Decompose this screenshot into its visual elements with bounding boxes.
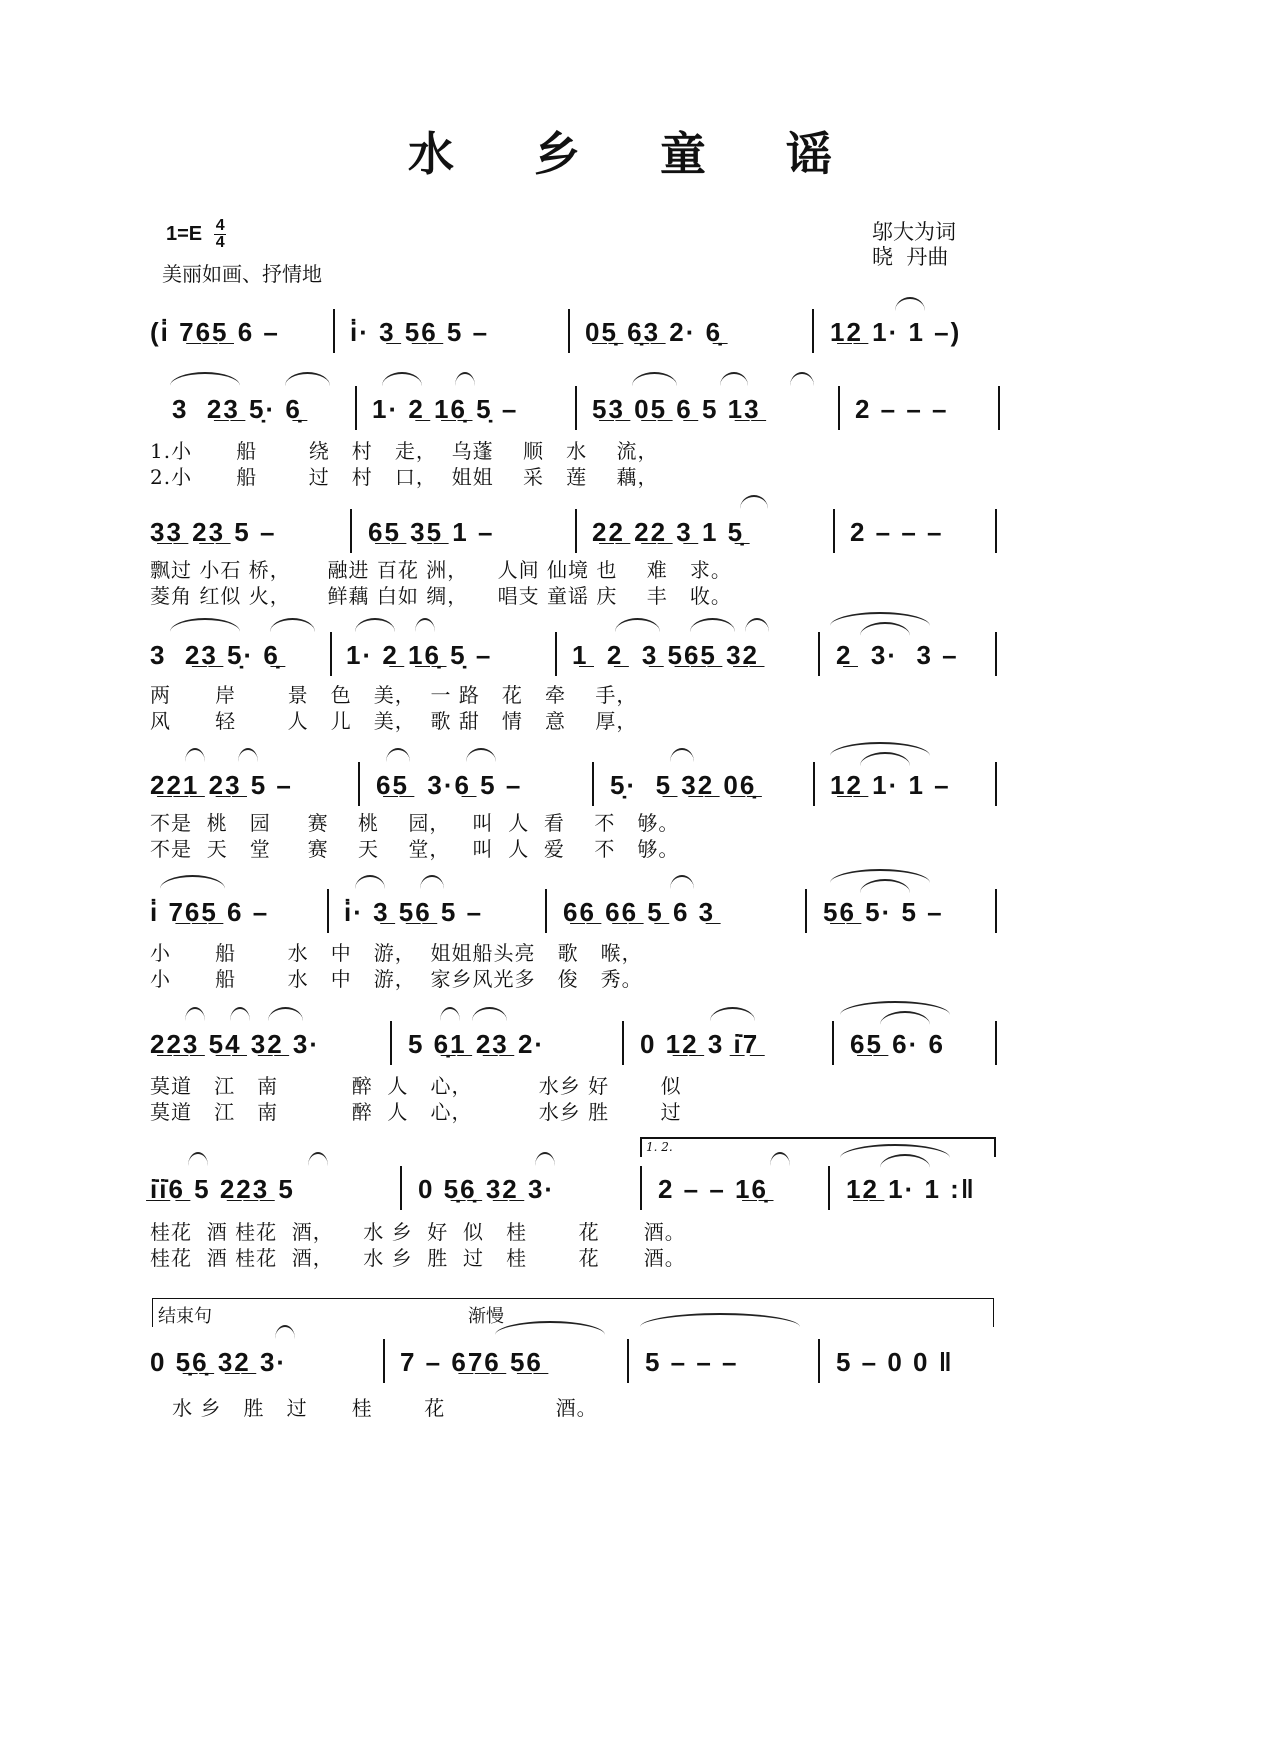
measure: 2 – – – bbox=[850, 516, 944, 547]
measure: 5̲3̲ 0̲5̲ 6̲ 5 1̲3̲ bbox=[592, 393, 761, 424]
barline bbox=[998, 386, 1000, 430]
measure: 2 – – 1̲6̲̣ bbox=[658, 1173, 768, 1204]
system-verse-a2 bbox=[150, 505, 1000, 559]
barline bbox=[828, 1166, 830, 1210]
lyric-line-1: 两 岸 景 色 美， 一 路 花 牵 手， bbox=[150, 683, 638, 707]
barline bbox=[995, 632, 997, 676]
lyric-line-2: 小 船 水 中 游， 家乡风光多 俊 秀。 bbox=[150, 967, 643, 991]
slur bbox=[308, 1152, 328, 1166]
time-signature bbox=[214, 218, 226, 251]
measure: 1̲ 2̲ 3̲ 5̲6̲5̲ 3̲2̲ bbox=[572, 639, 760, 670]
barline bbox=[350, 509, 352, 553]
measure: 2̲2̲ 2̲2̲ 3̲ 1 5̲̣ bbox=[592, 516, 745, 547]
slur bbox=[895, 297, 925, 311]
lyric-line-2: 2.小 船 过 村 口， 姐姐 采 莲 藕， bbox=[150, 465, 659, 489]
measure: 1̲2̲ 1· 1 –) bbox=[830, 316, 962, 347]
system-chorus-2 bbox=[150, 1017, 1000, 1071]
credits bbox=[872, 220, 956, 270]
key-label: 1=E bbox=[166, 223, 203, 245]
tempo-change: 渐慢 bbox=[468, 1306, 504, 1327]
time-top: 4 bbox=[215, 217, 225, 234]
measure: (i̇ 7̲6̲5̲ 6 – bbox=[150, 316, 280, 347]
barline bbox=[995, 762, 997, 806]
lyric-line-1: 莫道 江 南 醉 人 心， 水乡 好 似 bbox=[150, 1074, 682, 1098]
barline bbox=[812, 309, 814, 353]
barline bbox=[358, 762, 360, 806]
system-verse-a1 bbox=[150, 382, 1000, 436]
barline bbox=[640, 1166, 642, 1210]
measure: 7 – 6̲7̲6̲ 5̲6̲ bbox=[400, 1346, 543, 1377]
measure: 6̲6̲ 6̲6̲ 5̲ 6 3̲ bbox=[563, 896, 716, 927]
measure: 3 2̲3̲ 5̣· 6̲̣ bbox=[150, 639, 280, 670]
slur bbox=[740, 495, 768, 509]
measure: i̇ 7̲6̲5̲ 6 – bbox=[150, 896, 270, 927]
system-chorus-3 bbox=[150, 1162, 1000, 1216]
lyric-line-2: 桂花 酒 桂花 酒， 水 乡 胜 过 桂 花 酒。 bbox=[150, 1246, 686, 1270]
measure: 1̲2̲ 1· 1 – bbox=[830, 769, 951, 800]
coda-label: 结束句 bbox=[158, 1306, 212, 1327]
lyric-line-1: 飘过 小石 桥， 融进 百花 洲， 人间 仙境 也 难 求。 bbox=[150, 558, 732, 582]
measure: 3̲3̲ 2̲3̲ 5 – bbox=[150, 516, 277, 547]
measure: 1̲2̲ 1· 1 :‖ bbox=[846, 1173, 976, 1204]
barline bbox=[575, 386, 577, 430]
lyricist: 邬大为词 bbox=[872, 220, 956, 244]
measure: 0 1̲2̲ 3 i̲̇7̲ bbox=[640, 1028, 760, 1059]
barline bbox=[400, 1166, 402, 1210]
lyric-line-2: 不是 天 堂 赛 天 堂， 叫 人 爱 不 够。 bbox=[150, 837, 680, 861]
lyric-line-1: 水 乡 胜 过 桂 花 酒。 bbox=[150, 1396, 598, 1420]
measure: 0 5̲̣6̲̣ 3̲2̲ 3· bbox=[418, 1173, 556, 1204]
time-bottom: 4 bbox=[215, 234, 225, 251]
lyric-line-2: 菱角 红似 火， 鲜藕 白如 绸， 唱支 童谣 庆 丰 收。 bbox=[150, 584, 732, 608]
lyric-line-2: 风 轻 人 儿 美， 歌 甜 情 意 厚， bbox=[150, 709, 638, 733]
barline bbox=[330, 632, 332, 676]
lyric-line-1: 桂花 酒 桂花 酒， 水 乡 好 似 桂 花 酒。 bbox=[150, 1220, 686, 1244]
measure: 2̲2̲1̲ 2̲3̲ 5 – bbox=[150, 769, 293, 800]
barline bbox=[627, 1339, 629, 1383]
measure: i̇· 3̲ 5̲6̲ 5 – bbox=[350, 316, 490, 347]
score-title: 水 乡 童 谣 bbox=[407, 127, 865, 181]
barline bbox=[568, 309, 570, 353]
lyric-line-1: 小 船 水 中 游， 姐姐船头亮 歌 喉， bbox=[150, 941, 643, 965]
barline bbox=[333, 309, 335, 353]
system-intro bbox=[150, 305, 1000, 359]
barline bbox=[995, 889, 997, 933]
barline bbox=[622, 1021, 624, 1065]
measure: 5̲6̲ 5· 5 – bbox=[823, 896, 944, 927]
barline bbox=[555, 632, 557, 676]
measure: i̇· 3̲ 5̲6̲ 5 – bbox=[344, 896, 484, 927]
measure: 1· 2̲ 1̲6̲̣ 5̣ – bbox=[372, 393, 519, 424]
barline bbox=[805, 889, 807, 933]
tempo-marking: 美丽如画、抒情地 bbox=[162, 262, 322, 286]
barline bbox=[832, 1021, 834, 1065]
barline bbox=[390, 1021, 392, 1065]
barline bbox=[838, 386, 840, 430]
measure: i̲̇i̲̇6̲ 5 2̲2̲3̲ 5 bbox=[150, 1173, 295, 1204]
key-signature bbox=[166, 218, 226, 251]
barline bbox=[995, 1021, 997, 1065]
barline bbox=[327, 889, 329, 933]
system-verse-b1 bbox=[150, 628, 1000, 682]
barline bbox=[545, 889, 547, 933]
barline bbox=[813, 762, 815, 806]
measure: 2̲2̲3̲ 5̲4̲ 3̲2̲ 3· bbox=[150, 1028, 321, 1059]
barline bbox=[818, 1339, 820, 1383]
barline bbox=[575, 509, 577, 553]
measure: 6̲5̲ 3̲5̲ 1 – bbox=[368, 516, 495, 547]
measure: 2 – – – bbox=[855, 393, 949, 424]
barline bbox=[995, 509, 997, 553]
lyric-line-2: 莫道 江 南 醉 人 心， 水乡 胜 过 bbox=[150, 1100, 682, 1124]
barline bbox=[818, 632, 820, 676]
composer: 晓 丹曲 bbox=[872, 245, 949, 269]
measure: 6̲5̲ 3·6̲ 5 – bbox=[376, 769, 523, 800]
barline bbox=[833, 509, 835, 553]
system-coda bbox=[150, 1335, 1000, 1389]
measure: 5 – – – bbox=[645, 1346, 739, 1377]
measure: 5 – 0 0 ‖ bbox=[836, 1346, 954, 1377]
volta-label: 1. 2. bbox=[646, 1140, 673, 1154]
barline bbox=[355, 386, 357, 430]
system-verse-b2 bbox=[150, 758, 1000, 812]
lyric-line-1: 1.小 船 绕 村 走， 乌蓬 顺 水 流， bbox=[150, 439, 659, 463]
measure: 2̲ 3· 3 – bbox=[836, 639, 959, 670]
measure: 0̲5̲̣ 6̲̣3̲ 2· 6̲̣ bbox=[585, 316, 723, 347]
measure: 1· 2̲ 1̲6̲̣ 5̣ – bbox=[346, 639, 493, 670]
measure: 6̲5̲ 6· 6 bbox=[850, 1028, 945, 1059]
lyric-line-1: 不是 桃 园 赛 桃 园， 叫 人 看 不 够。 bbox=[150, 811, 680, 835]
measure: 0 5̲̣6̲̣ 3̲2̲ 3· bbox=[150, 1346, 288, 1377]
slur bbox=[790, 372, 814, 386]
barline bbox=[592, 762, 594, 806]
system-chorus-1 bbox=[150, 885, 1000, 939]
barline bbox=[383, 1339, 385, 1383]
measure: 3 2̲3̲ 5̣· 6̲̣ bbox=[172, 393, 302, 424]
measure: 5̣· 5̲ 3̲2̲ 0̲6̲̣ bbox=[610, 769, 757, 800]
measure: 5 6̲̣1̲ 2̲3̲ 2· bbox=[408, 1028, 546, 1059]
